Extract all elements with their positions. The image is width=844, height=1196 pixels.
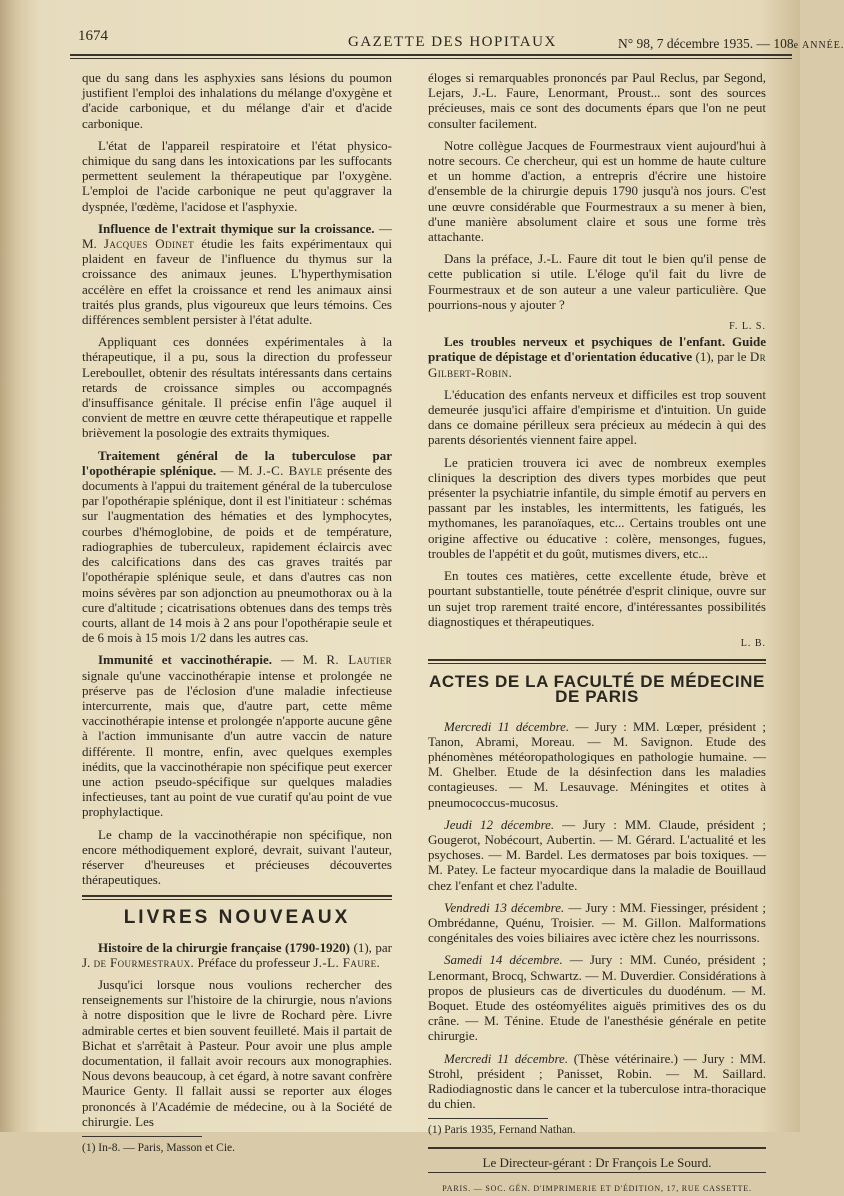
actes-entry: Samedi 14 décembre. — Jury : MM. Cunéo, président ; Lenormant, Brocq, Schwartz. — M. Duverdier. Considérations à propos de plusieurs cas de diverticules du duodénum. — M. Boquet. Etude des ostéomyélites aiguës primitives des os du crâne. — M. Ténine. Etude de l'anesthésie générale en petite chirurgie. <box>428 952 766 1044</box>
section-title-livres: LIVRES NOUVEAUX <box>123 907 351 929</box>
book-title: Les troubles nerveux et psychiques de l'enfant. Guide pratique de dépistage et d'orientation éducative <box>428 334 766 365</box>
paragraph: Jusqu'ici lorsque nous voulions rechercher des renseignements sur l'histoire de la chirurgie, nous n'avions à notre disposition que le livre de Rochard père. Livre admirable certes et bien souvent feuilleté. Mais il partait de Bichat et s'arrêtait à Pasteur. Pour avoir une plus ample documentation, il fallait avoir recours aux monographies. Nous devons beaucoup, à cet égard, à notre savant confrère Maurice Genty. Il fallait aussi se reporter aux éloges prononcés à l'Académie de médecine, ou à la Société de chirurgie. Les <box>82 976 392 1129</box>
actes-entry: Jeudi 12 décembre. — Jury : MM. Claude, président ; Gougerot, Nobécourt, Aubertin. — M. Gérard. L'actualité et les psychoses. — M. Bardel. Les dermatoses par bois toxiques. — M. Patey. Le facteur myocardique dans la maladie de Bouillaud chez l'enfant et chez l'adulte. <box>428 816 766 893</box>
section-title-actes: ACTES DE LA FACULTÉ DE MÉDECINE DE PARIS <box>429 672 765 707</box>
paragraph: Le praticien trouvera ici avec de nombreux exemples cliniques la description des divers types morbides que peut présenter la psychiatrie infantile, du simple émotif au pervers en passant par les instables, les intermittents, les fatigués, les mythomanes, les paranoïaques, etc... Certains troubles ont une origine affective ou éducative : colère, mensonges, fugues, troubles de l'appétit et du goût, mutismes divers, etc... <box>428 454 766 561</box>
article-immunite: Immunité et vaccinothérapie. — M. R. Lautier signale qu'une vaccinothérapie intense et prolongée ne préserve pas de l'éclosion d'une maladie infectieuse intercurrente, mais que, d'autre part, cette même vaccinothérapie intense et prolongée n'apporte aucune gêne à l'action immunisante d'un autre vaccin de nature différente. Il montre, enfin, avec quelques exemples inédits, que la vaccinothérapie non spécifique peut exercer une action pseudo-spécifique sur quelques maladies infectieuses, tant au point de vue curatif qu'au point de vue prophylactique. <box>82 652 392 820</box>
footnote-rule <box>428 1118 548 1119</box>
page-number: 1674 <box>78 28 108 44</box>
article-heading: Influence de l'extrait thymique sur la croissance. <box>98 220 375 236</box>
left-column <box>82 70 392 1156</box>
book-title: Histoire de la chirurgie française (1790-1920) <box>98 939 350 955</box>
signature: F. L. S. <box>729 321 766 333</box>
author-name: J.-C. Bayle <box>257 462 323 478</box>
footnote-rule <box>82 1136 202 1137</box>
author-name: Jacques Odinet <box>103 236 195 252</box>
article-heading: Immunité et vaccinothérapie. <box>98 652 272 668</box>
signature: L. B. <box>740 637 766 649</box>
printer-imprint: PARIS. — SOC. GÉN. D'IMPRIMERIE ET D'ÉDITION, 17, RUE CASSETTE. <box>442 1183 752 1193</box>
section-rule <box>82 895 392 897</box>
section-rule-thin <box>82 899 392 900</box>
header-rule <box>70 54 792 56</box>
entry-date: Vendredi 13 décembre. <box>444 899 565 915</box>
section-rule <box>428 659 766 661</box>
header-rule-thin <box>70 58 792 59</box>
closing-rule <box>428 1147 766 1149</box>
preface-author: J.-L. Faure. <box>313 954 381 970</box>
entry-date: Mercredi 11 décembre. <box>444 1050 569 1066</box>
paragraph: éloges si remarquables prononcés par Paul Reclus, par Segond, Lejars, J.-L. Faure, Lenormant, Proust... sont des sources précieuses, mais ce sont des documents épars que l'on ne peut consulter facilement. <box>428 70 766 131</box>
author-name: Dr Gilbert-Robin. <box>428 349 767 380</box>
article-heading: Traitement général de la tuberculose par l'opothérapie splénique. <box>82 447 392 478</box>
entry-date: Mercredi 11 décembre. <box>444 718 570 734</box>
director-line: Le Directeur-gérant : Dr François Le Sourd. <box>482 1154 712 1170</box>
paragraph: L'état de l'appareil respiratoire et l'état physico-chimique du sang dans les intoxications par les suffocants permettent seulement la thérapeutique par l'oxygène. L'emploi de l'acide carbonique ne peut qu'aggraver la dyspnée, l'œdème, l'acidose et l'asphyxie. <box>82 137 392 214</box>
right-column <box>428 70 766 1196</box>
actes-entry: Mercredi 11 décembre. — Jury : MM. Lœper, président ; Tanon, Abrami, Moreau. — M. Savignon. Etude des phénomènes météoropathologiques en pathologie humaine. — M. Ghelber. Etude de la désinfection dans les maladies contagieuses. — M. Lesauvage. Méningites et otites à pneumococcus-mucosus. <box>428 718 766 810</box>
article-tuberculose: Traitement général de la tuberculose par l'opothérapie splénique. — M. J.-C. Bayle présente des documents à l'appui du traitement général de la tuberculose par l'opothérapie splénique, dont il est l'initiateur : schémas sur l'augmentation des hématies et des lymphocytes, courbes d'hémoglobine, de poids et de température, radiographies de tuberculeux, rapidement éclaircis avec des calcifications dans des cas graves traités par l'opothérapie splénique seule, et dans d'autres cas non moins sévères par son adjonction au pneumothorax ou à la cure d'altitude ; cicatrisations obtenues dans des temps très courts, allant de 14 mois à 2 ans pour l'opothérapie seule et de 6 mois à 15 mois 1/2 dans les autres cas. <box>82 447 392 646</box>
entry-date: Jeudi 12 décembre. <box>444 816 555 832</box>
book-review-troubles: Les troubles nerveux et psychiques de l'enfant. Guide pratique de dépistage et d'orientation éducative (1), par le Dr Gilbert-Robin. <box>428 334 767 380</box>
paragraph: Appliquant ces données expérimentales à la thérapeutique, il a pu, sous la direction du professeur Lereboullet, obtenir des résultats intéressants dans certains retards de croissance simples ou accompagnés d'insuffisance génitale. Il précise enfin l'âge auquel il convient de mettre en œuvre cette thérapeutique et rappelle brièvement la posologie des extraits thymiques. <box>82 334 392 441</box>
paragraph: En toutes ces matières, cette excellente étude, brève et pourtant substantielle, toute pénétrée d'esprit clinique, ouvre sur un sujet trop rarement traité encore, d'intéressantes possibilités diagnostiques et thérapeutiques. <box>428 568 766 629</box>
actes-entry: Mercredi 11 décembre. (Thèse vétérinaire.) — Jury : MM. Strohl, président ; Panisset, Robin. — M. Saillard. Radiodiagnostic dans le cancer et la tuberculose intra-thoracique du chien. <box>428 1050 766 1112</box>
closing-rule-thin <box>428 1172 766 1173</box>
footnote: (1) Paris 1935, Fernand Nathan. <box>428 1124 576 1137</box>
section-rule-thin <box>428 663 766 664</box>
entry-date: Samedi 14 décembre. <box>444 952 563 968</box>
author-name: R. Lautier <box>326 652 392 668</box>
paragraph: que du sang dans les asphyxies sans lésions du poumon justifient l'emploi des inhalations du mélange d'oxygène et d'acide carbonique, et du mélange d'air et d'acide carbonique. <box>82 70 392 131</box>
journal-title: GAZETTE DES HOPITAUX <box>348 34 557 50</box>
paragraph: Le champ de la vaccinothérapie non spécifique, non encore méthodiquement exploré, devrait, suivant l'auteur, réserver d'heureuses et précieuses découvertes thérapeutiques. <box>82 826 392 888</box>
paragraph: Dans la préface, J.-L. Faure dit tout le bien qu'il pense de cette publication si utile. L'éloge qu'il fait du livre de Fourmestraux et de son auteur a une valeur particulière. Que pourrions-nous y ajouter ? <box>428 251 766 312</box>
issue-info: N° 98, 7 décembre 1935. — 108e ANNÉE. <box>618 36 844 51</box>
footnote: (1) In-8. — Paris, Masson et Cie. <box>82 1142 235 1154</box>
paragraph: Notre collègue Jacques de Fourmestraux vient aujourd'hui à notre secours. Ce chercheur, qui est un homme de haute culture et un homme d'action, a entrepris d'écrire une histoire d'ensemble de la chirurgie depuis 1790 jusqu'à nos jours. C'est une œuvre considérable que Fourmestraux a su mener à bien, d'une manière absolument claire et sous une forme très attachante. <box>428 137 766 245</box>
article-thymique: Influence de l'extrait thymique sur la croissance. — M. Jacques Odinet étudie les faits expérimentaux qui plaident en faveur de l'influence du thymus sur la croissance des animaux jeunes. L'hyperthymisation accélère en effet la croissance et rend les animaux ainsi traités plus grands, plus vigoureux que leurs témoins. Ces différences semblent persister à l'état adulte. <box>82 220 393 328</box>
paragraph: L'éducation des enfants nerveux et difficiles est trop souvent demeurée jusqu'ici affaire d'empirisme et d'intuition. Un guide dans ce domaine périlleux sera précieux au médecin à qui des parents désorientés viennent faire appel. <box>428 386 766 448</box>
actes-entry: Vendredi 13 décembre. — Jury : MM. Fiessinger, président ; Ombrédanne, Quénu, Troisier. — M. Gillon. Malformations congénitales des voies biliaires avec ictère chez les nourrissons. <box>428 899 766 946</box>
page-header <box>70 22 844 52</box>
author-name: de Fourmestraux. <box>93 954 195 970</box>
book-review-histoire: Histoire de la chirurgie française (1790-1920) (1), par J. de Fourmestraux. Préface du professeur J.-L. Faure. <box>82 939 392 970</box>
